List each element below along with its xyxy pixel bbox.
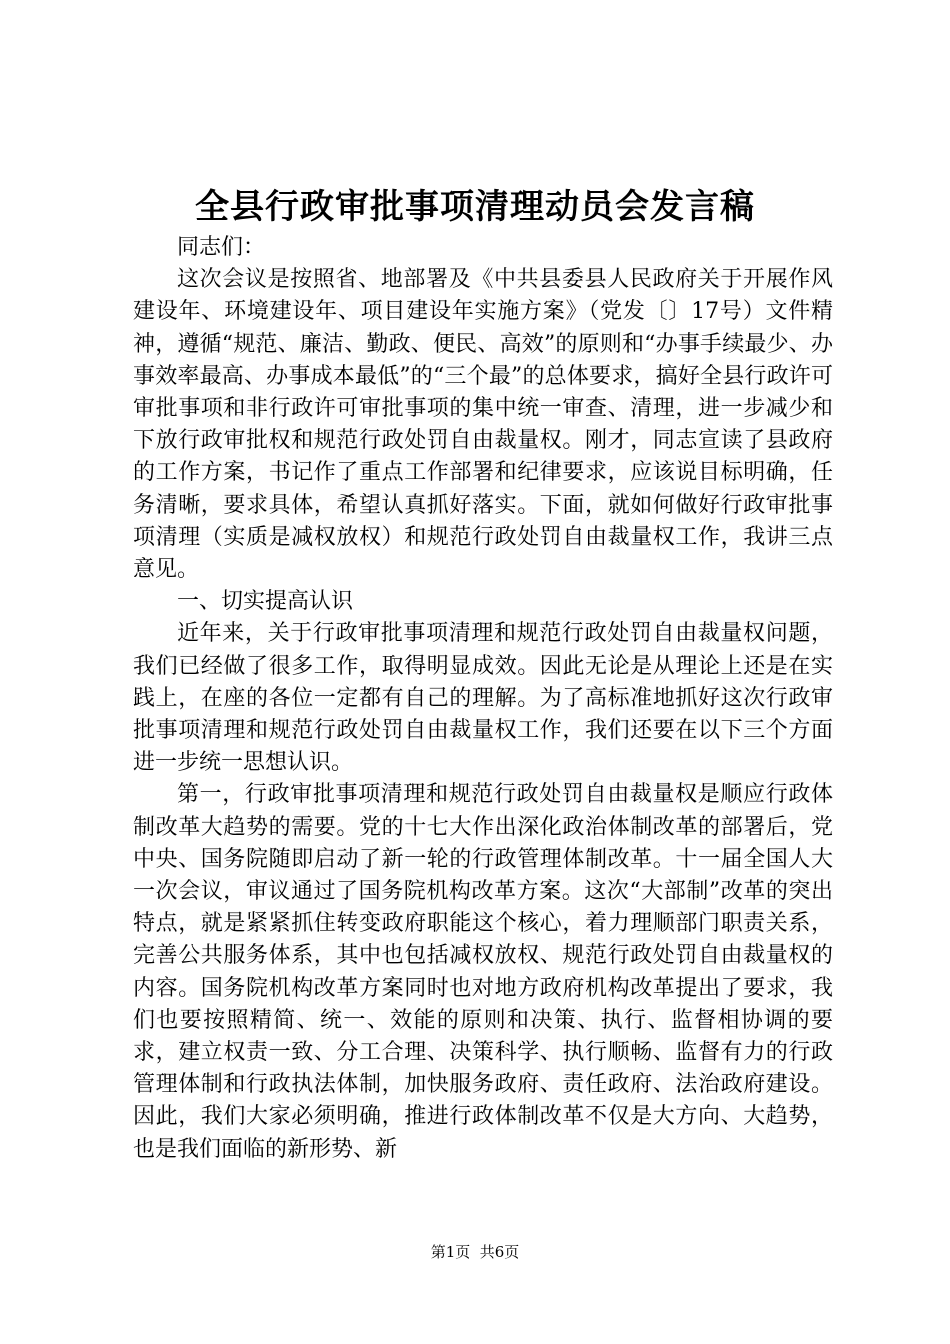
salutation-paragraph: 同志们：: [177, 235, 266, 260]
section-heading: 一、切实提高认识: [177, 589, 354, 615]
document-title: 全县行政审批事项清理动员会发言稿: [195, 187, 755, 227]
body-paragraph: 第一，行政审批事项清理和规范行政处罚自由裁量权是顺应行政体制改革大趋势的需要。党的十七大作出深化政治体制改革的部署后，党中央、国务院随即启动了新一轮的行政管理体制改革。十一届全国人大一次会议，审议通过了国务院机构改革方案。这次“大部制”改革的突出特点，就是紧紧抓住转变政府职能这个核心，着力理顺部门职责关系，完善公共服务体系，其中也包括减权放权、规范行政处罚自由裁量权的内容。国务院机构改革方案同时也对地方政府机构改革提出了要求，我们也要按照精简、统一、效能的原则和决策、执行、监督相协调的要求，建立权责一致、分工合理、决策科学、执行顺畅、监督有力的行政管理体制和行政执法体制，加快服务政府、责任政府、法治政府建设。因此，我们大家必须明确，推进行政体制改革不仅是大方向、大趋势，也是我们面临的新形势、新: [133, 782, 833, 1162]
intro-paragraph: 这次会议是按照省、地部署及《中共县委县人民政府关于开展作风建设年、环境建设年、项目建设年实施方案》（党发〔〕17号）文件精神，遵循“规范、廉洁、勤政、便民、高效”的原则和“办事手续最少、办事效率最高、办事成本最低”的“三个最”的总体要求，搞好全县行政许可审批事项和非行政许可审批事项的集中统一审查、清理，进一步减少和下放行政审批权和规范行政处罚自由裁量权。刚才，同志宣读了县政府的工作方案，书记作了重点工作部署和纪律要求，应该说目标明确，任务清晰，要求具体，希望认真抓好落实。下面，就如何做好行政审批事项清理（实质是减权放权）和规范行政处罚自由裁量权工作，我讲三点意见。: [133, 267, 833, 583]
page-footer: 第1页 共6页: [430, 1243, 520, 1261]
document-body: [133, 232, 833, 1166]
body-paragraph: 近年来，关于行政审批事项清理和规范行政处罚自由裁量权问题，我们已经做了很多工作，取得明显成效。因此无论是从理论上还是在实践上，在座的各位一定都有自己的理解。为了高标准地抓好这次行政审批事项清理和规范行政处罚自由裁量权工作，我们还要在以下三个方面进一步统一思想认识。: [133, 621, 833, 776]
